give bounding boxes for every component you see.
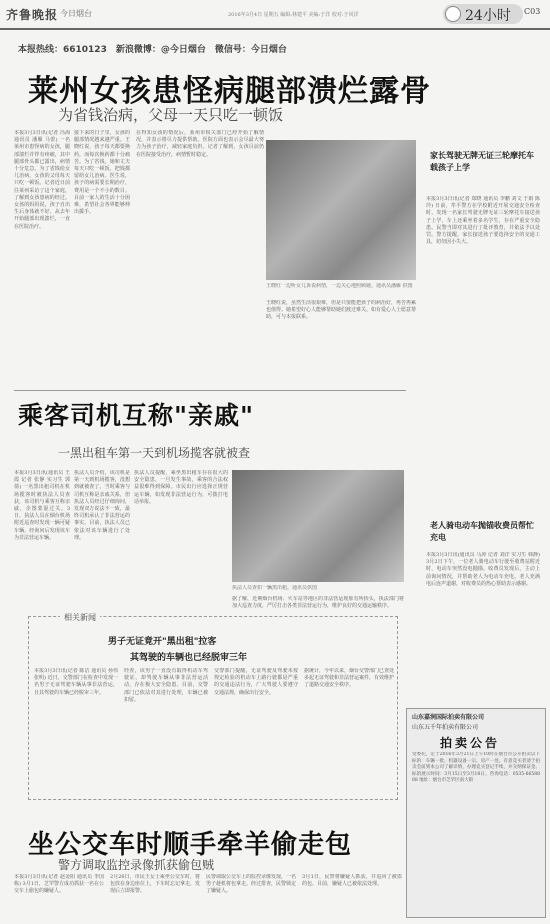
newspaper-logo: 齐鲁晚报 — [6, 8, 59, 22]
side-story1-body: 本报3月3日讯(记者 郑晓 通讯员 李鹏 刘文 于娟 陈玲) 日前，牟平警方在学校附近开展交通安全检查时，发现一名家长驾驶无牌无证三轮摩托车接送孩子上学，车上还乘坐着多名学生，存在严重安全隐患。民警当即对其进行了批评教育，并依法予以处罚。警方提醒，家长接送孩子要选择安全的交通工具，切勿因小失大。 — [426, 196, 540, 246]
ad-body: 受委托，定于2016年3月21日上午10时在烟台市公开拍卖以下标的：车辆一批、机器设备一宗、房产一处。有意竞买者请于拍卖会前到本公司了解详情，办理竞买登记手续，并交纳保证金。标的展示时间：3月15日至3月18日。咨询电话：0535-6658888 地址：烟台市芝罘区南大街 — [412, 752, 540, 783]
story2-column-1: 本报3月3日讯(通讯员 王霞 记者 张静 实习生 郭倩) 一名黑出租司机在机场揽客时被执法人员查获，该司机与乘客互称亲戚，企图蒙混过关。3日，执法人员在烟台机场附近巡查时发现一辆可疑车辆，经询问后发现该车为非法营运车辆。 — [14, 470, 70, 541]
related-column-3: 交警部门提醒，无证驾驶及驾驶未按规定检验的机动车上路行驶都是严重的交通违法行为，广大驾驶人要遵守交通法规，确保出行安全。 — [214, 668, 298, 696]
story1-photo-caption: 王晓红一边听女儿诉说病情，一边关心地照顾她。通讯员潘雁 供图 — [266, 283, 413, 289]
story1-headline: 莱州女孩患怪病腿部溃烂露骨 — [28, 74, 431, 109]
related-column-1: 本报3月3日讯(记者 陈洁 通讯员 孙伟 张明) 近日，交警部门在检查中发现一名男子无证驾驶车辆从事非法营运，且其驾驶的车辆已经脱审三年。 — [34, 668, 118, 696]
ad-company-2: 山东五千年拍卖有限公司 — [412, 724, 479, 731]
side-story2-headline: 老人骑电动车抛锚收费员帮忙充电 — [430, 521, 534, 542]
side-story1-headline: 家长驾驶无牌无证三轮摩托车载孩子上学 — [430, 151, 534, 172]
story1-column-2: 接下来的日子里，女孩的腿部情况越来越严重。王晓红说，孩子每天都要换药，而每次换药都十分痛苦。为了省钱，她和丈夫每天只吃一顿饭，把钱都留给女儿治病。医生说，孩子的病需要长期治疗，费用是一个不小的数目。目前一家人的生活十分困难，希望社会各界能够伸出援手。 — [74, 130, 130, 216]
section-divider — [14, 390, 406, 391]
story1-column-4: 王晓红说，虽然生活很艰难，但是只要能把孩子的病治好，再苦再累也值得。她希望好心人能够帮助她们渡过难关。如有爱心人士愿意帮助，可与本报联系。 — [266, 300, 416, 321]
related-subhead: 其驾驶的车辆也已经脱审三年 — [130, 653, 248, 663]
issue-meta: 2016年3月4日 星期五 编辑:林建平 美编:于洋 校对:于风洋 — [228, 12, 359, 18]
story1-column-1: 本报3月3日讯(记者 冯海 通讯员 潘雁 马蕾) 一名莱州市患怪病的女孩，腿部溃烂并伴有疼痛，其中腿部骨头都已露出，病情十分危急。为了省钱给女儿治病，女孩的父母每天只吃一顿饭。记者近日前往莱州采访了这个家庭，了解到女孩患病的经过。女孩的妈妈说，孩子自出生后身体就不好，从去年开始腿部出现溃烂，一直在医院治疗。 — [14, 130, 70, 230]
hotline-bar: 本报热线：6610123 新浪微博：@今日烟台 微信号：今日烟台 — [18, 45, 287, 55]
page-number: C03 — [524, 7, 541, 16]
ad-company-1: 山东嘉润国际拍卖有限公司 — [412, 714, 485, 721]
story1-subhead: 为省钱治病，父母一天只吃一顿饭 — [58, 106, 284, 124]
related-headline: 男子无证竟开"黑出租"拉客 — [108, 637, 217, 647]
side-story2-body: 本报3月3日讯(通讯员 马涛 记者 刘洋 实习生 韩静) 3月2日下午，一位老人骑电动车行驶至收费站附近时，电动车突然没电抛锚。收费员发现后，主动上前询问情况，并帮助老人为电动车充电。老人充满电后连声道谢，对收费员的热心帮助表示感谢。 — [426, 552, 540, 587]
related-column-2: 经查，该男子一直没有取得机动车驾驶证，却驾驶车辆从事非法营运活动，存在极大安全隐患。目前，交警部门已依法对其进行处理，车辆已被扣留。 — [124, 668, 208, 703]
story1-column-3: 在得知女孩的情况后，莱州市相关部门已经开始了解情况，并表示将尽力提供帮助。医院方面也表示会尽最大努力为孩子治疗，减轻家庭负担。记者了解到，女孩目前仍在医院接受治疗，病情暂时稳定。 — [136, 130, 264, 158]
story2-headline: 乘客司机互称"亲戚" — [18, 401, 255, 430]
story2-column-2: 执法人员介绍，该司机是第一天到机场揽客，没想到就被查了。当时乘客与司机互称是亲戚关系，但执法人员经过仔细询问，发现双方说法不一致，最终司机承认了非法营运的事实。目前，执法人员已依法对该车辆进行了处理。 — [74, 470, 130, 541]
story3-column-1: 本报3月3日讯(记者 赵金阳 通讯员 李国栋) 3月1日，芝罘警方成功抓获一名在公交车上偷包的嫌疑人。 — [14, 874, 104, 895]
story3-column-3: 民警调取公交车上的监控录像发现，一名男子趁机将包拿走。经过排查，民警锁定了嫌疑人。 — [206, 874, 296, 895]
related-column-4: 据统计，今年以来，烟台交警部门已查处多起无证驾驶和非法营运案件，有效维护了道路交通安全秩序。 — [304, 668, 394, 689]
ad-title: 拍卖公告 — [440, 736, 501, 750]
story3-column-2: 2月26日，市民王女士乘坐公交车时，将包放在身边座位上，下车时忘记拿走，发现后立即报警。 — [110, 874, 200, 895]
story2-photo-caption: 执法人员查扣一辆黑出租。通讯员供图 — [232, 585, 318, 591]
clock-icon — [445, 6, 461, 22]
story3-subhead: 警方调取监控录像抓获偷包贼 — [58, 858, 215, 872]
edition-name: 今日烟台 — [60, 9, 92, 18]
story2-subhead: 一黑出租车第一天到机场揽客就被查 — [58, 446, 251, 460]
related-news-tag: 相关新闻 — [60, 612, 100, 623]
story1-photo — [266, 140, 416, 280]
section-badge-label: 24小时 — [465, 8, 511, 24]
story2-column-4: 据了解，近期烟台机场、火车站等地区的非法营运现象有所抬头，执法部门将加大巡查力度，严厉打击各类非法营运行为，维护良好的交通运输秩序。 — [232, 596, 404, 610]
story2-photo — [232, 470, 404, 582]
story2-column-3: 执法人员提醒，乘坐黑出租车存在很大的安全隐患，一旦发生事故，乘客的合法权益很难得到保障。市民出行应选择正规营运车辆，如发现非法营运行为，可拨打电话举报。 — [134, 470, 228, 505]
story3-column-4: 3月1日，民警将嫌疑人抓获，并追回了被盗的包。目前，嫌疑人已被依法处理。 — [302, 874, 402, 888]
story3-headline: 坐公交车时顺手牵羊偷走包 — [28, 830, 353, 860]
